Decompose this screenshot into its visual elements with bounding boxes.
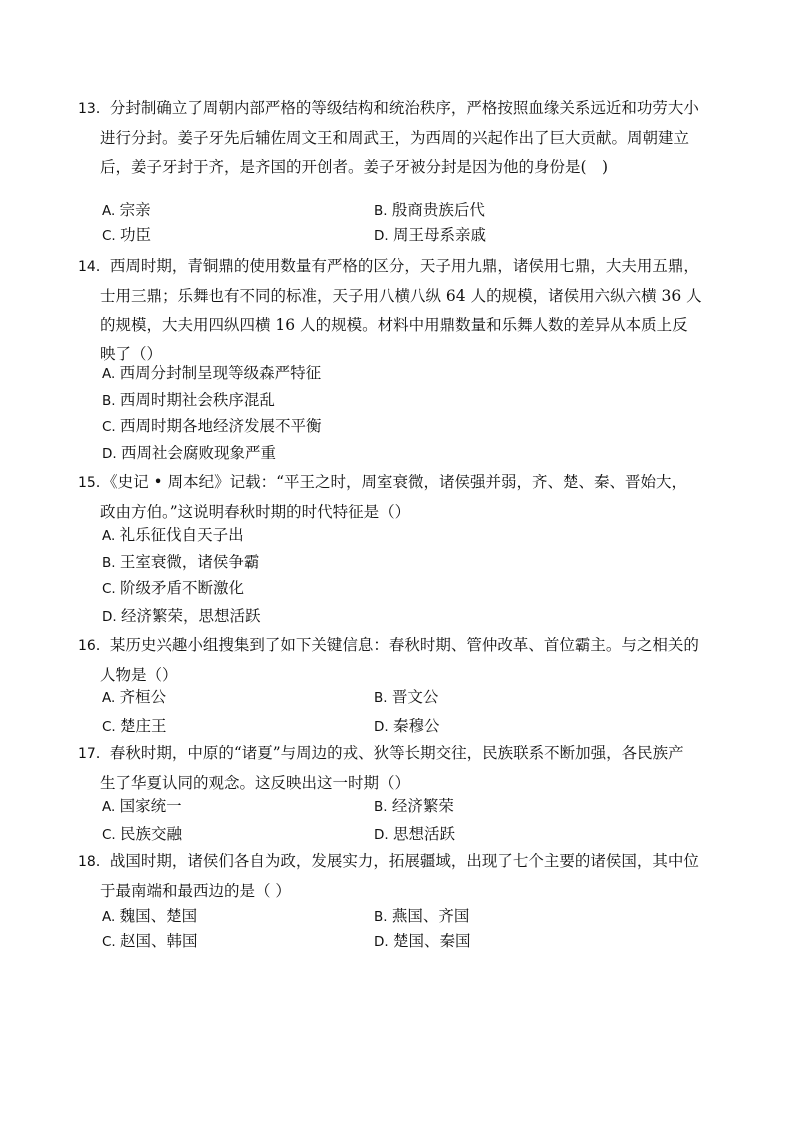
option-text: 阶级矛盾不断激化: [120, 579, 245, 597]
question-17: [78, 739, 718, 798]
option-text: 燕国、齐国: [391, 907, 470, 925]
option-15-c[interactable]: [102, 575, 244, 602]
option-13-c[interactable]: [102, 222, 151, 249]
question-14-line-2: 士用三鼎；乐舞也有不同的标准，天子用八横八纵 64 人的规模，诸侯用六纵六横 36 人: [100, 287, 702, 305]
option-16-c[interactable]: [102, 713, 167, 740]
option-16-a[interactable]: [102, 684, 166, 711]
question-16: [78, 631, 718, 690]
option-13-b[interactable]: [374, 197, 485, 224]
option-label: D.: [102, 446, 121, 462]
option-14-a[interactable]: [102, 360, 321, 387]
option-14-c[interactable]: [102, 413, 322, 440]
option-text: 楚国、秦国: [392, 932, 471, 950]
question-13-line-2: 进行分封。姜子牙先后辅佐周文王和周武王，为西周的兴起作出了巨大贡献。周朝建立: [100, 129, 690, 147]
option-label: A.: [102, 528, 120, 544]
option-15-d[interactable]: [102, 603, 261, 630]
option-text: 周王母系亲戚: [392, 226, 486, 244]
question-13: [78, 94, 718, 182]
option-text: 西周时期各地经济发展不平衡: [120, 417, 322, 435]
question-18-line-2: 于最南端和最西边的是（ ）: [100, 882, 291, 900]
option-14-d[interactable]: [102, 440, 276, 467]
option-text: 经济繁荣: [391, 797, 454, 815]
question-15-line-2: 政由方伯。”这说明春秋时期的时代特征是（）: [100, 503, 411, 521]
option-label: B.: [374, 690, 392, 706]
option-15-b[interactable]: [102, 549, 259, 576]
option-17-d[interactable]: [374, 821, 455, 848]
option-16-d[interactable]: [374, 713, 440, 740]
option-text: 宗亲: [119, 201, 151, 219]
option-text: 王室衰微，诸侯争霸: [119, 553, 260, 571]
option-17-c[interactable]: [102, 821, 182, 848]
stem-text: 战国时期，诸侯们各自为政，发展实力，拓展疆域，出现了七个主要的诸侯国，其中位: [109, 852, 699, 870]
option-label: A.: [102, 799, 120, 815]
option-label: D.: [374, 228, 393, 244]
option-label: B.: [102, 393, 120, 409]
question-number: 15．: [78, 475, 110, 491]
question-13-line-1: [78, 94, 718, 124]
option-label: D.: [374, 827, 393, 843]
option-18-b[interactable]: [374, 903, 469, 930]
question-16-line-2: 人物是（）: [100, 666, 178, 684]
question-18: [78, 847, 718, 906]
stem-text: 《史记 • 周本纪》记载：“平王之时，周室衰微，诸侯强并弱，齐、楚、秦、晋始大，: [109, 473, 688, 491]
option-label: B.: [374, 799, 392, 815]
question-16-line-1: [78, 631, 718, 661]
question-14-line-1: [78, 252, 718, 282]
option-label: C.: [102, 228, 121, 244]
question-number: 17．: [78, 746, 110, 762]
question-14-line-3: 的规模，大夫用四纵四横 16 人的规模。材料中用鼎数量和乐舞人数的差异从本质上反: [100, 316, 688, 334]
option-text: 礼乐征伐自天子出: [119, 526, 244, 544]
option-text: 思想活跃: [392, 825, 455, 843]
option-label: D.: [374, 934, 393, 950]
question-17-line-1: [78, 739, 718, 769]
option-text: 经济繁荣，思想活跃: [120, 607, 261, 625]
option-label: C.: [102, 719, 121, 735]
option-label: D.: [102, 609, 121, 625]
option-text: 西周社会腐败现象严重: [120, 444, 276, 462]
question-15-line-1: [78, 468, 718, 498]
question-18-line-1: [78, 847, 718, 877]
option-18-d[interactable]: [374, 928, 471, 955]
question-17-line-2: 生了华夏认同的观念。这反映出这一时期（）: [100, 774, 411, 792]
option-label: B.: [374, 203, 392, 219]
option-label: C.: [102, 827, 121, 843]
option-15-a[interactable]: [102, 522, 244, 549]
stem-text: 某历史兴趣小组搜集到了如下关键信息：春秋时期、管仲改革、首位霸主。与之相关的: [109, 636, 699, 654]
option-text: 民族交融: [120, 825, 183, 843]
option-text: 西周分封制呈现等级森严特征: [119, 364, 322, 382]
stem-text: 分封制确立了周朝内部严格的等级结构和统治秩序，严格按照血缘关系远近和功劳大小: [109, 99, 699, 117]
question-14-line-4: 映了（）: [100, 345, 163, 363]
option-label: C.: [102, 581, 121, 597]
option-18-c[interactable]: [102, 928, 198, 955]
option-text: 楚庄王: [120, 717, 167, 735]
question-13-line-3: 后，姜子牙封于齐，是齐国的开创者。姜子牙被分封是因为他的身份是( ): [100, 158, 609, 176]
option-text: 赵国、韩国: [120, 932, 198, 950]
option-text: 晋文公: [391, 688, 439, 706]
option-label: C.: [102, 419, 121, 435]
option-text: 西周时期社会秩序混乱: [119, 391, 275, 409]
option-text: 国家统一: [119, 797, 182, 815]
option-label: C.: [102, 934, 121, 950]
question-14: [78, 252, 718, 369]
option-text: 齐桓公: [119, 688, 167, 706]
question-15: [78, 468, 718, 527]
option-17-a[interactable]: [102, 793, 182, 820]
option-label: A.: [102, 203, 120, 219]
option-13-d[interactable]: [374, 222, 486, 249]
option-label: D.: [374, 719, 393, 735]
option-text: 殷商贵族后代: [391, 201, 485, 219]
option-text: 秦穆公: [392, 717, 440, 735]
option-16-b[interactable]: [374, 684, 438, 711]
option-17-b[interactable]: [374, 793, 454, 820]
option-text: 功臣: [120, 226, 152, 244]
option-text: 魏国、楚国: [119, 907, 198, 925]
stem-text: 西周时期，青铜鼎的使用数量有严格的区分，天子用九鼎，诸侯用七鼎，大夫用五鼎，: [109, 257, 699, 275]
option-18-a[interactable]: [102, 903, 197, 930]
option-label: A.: [102, 366, 120, 382]
option-label: A.: [102, 909, 120, 925]
question-number: 16．: [78, 638, 110, 654]
question-number: 13．: [78, 101, 110, 117]
question-number: 18．: [78, 854, 110, 870]
option-label: B.: [374, 909, 392, 925]
option-label: A.: [102, 690, 120, 706]
stem-text: 春秋时期，中原的“诸夏”与周边的戎、狄等长期交往，民族联系不断加强，各民族产: [109, 744, 684, 762]
question-number: 14．: [78, 259, 110, 275]
option-label: B.: [102, 555, 120, 571]
option-13-a[interactable]: [102, 197, 151, 224]
option-14-b[interactable]: [102, 387, 275, 414]
